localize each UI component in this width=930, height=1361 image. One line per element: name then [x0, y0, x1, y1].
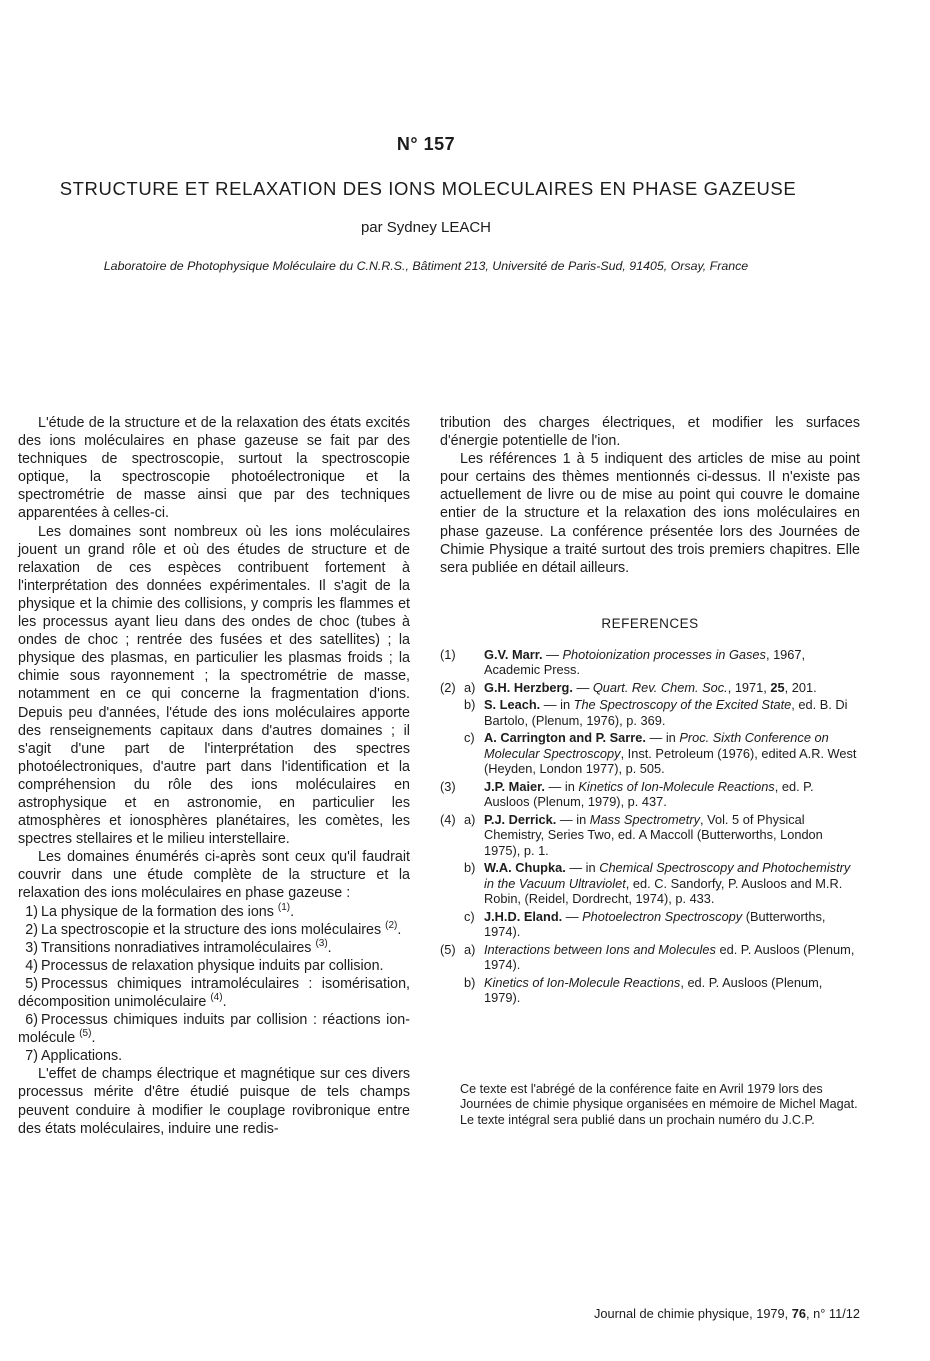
- list-item-number: 6): [25, 1012, 38, 1029]
- left-column: [18, 414, 410, 1138]
- reference-author: J.P. Maier.: [484, 778, 545, 794]
- reference-letter: c): [464, 908, 475, 924]
- journal-footer: [0, 1306, 860, 1321]
- reference-entry: [440, 860, 860, 907]
- reference-number: (2): [440, 679, 456, 695]
- reference-number: (5): [440, 941, 456, 957]
- reference-superscript: (2): [385, 919, 398, 931]
- reference-author: J.H.D. Eland.: [484, 908, 563, 924]
- list-item-number: 5): [25, 975, 38, 992]
- list-item-number: 7): [25, 1048, 38, 1065]
- list-item: [18, 1011, 410, 1047]
- list-item: [18, 939, 410, 957]
- list-item-text: Processus chimiques induits par collision : réactions ion-molécule: [18, 1012, 410, 1047]
- list-item: [18, 921, 410, 939]
- reference-author: G.H. Herzberg.: [484, 679, 573, 695]
- reference-pre: — in: [544, 778, 579, 794]
- reference-pre: — in: [556, 811, 590, 827]
- reference-superscript: (4): [210, 992, 223, 1004]
- reference-title: Proc. Sixth Conference on Molecular Spectroscopy: [484, 730, 829, 761]
- reference-title: Interactions between Ions and Molecules: [484, 941, 716, 957]
- right-column: [440, 414, 860, 1128]
- reference-author: P.J. Derrick.: [484, 811, 557, 827]
- reference-entry: [440, 680, 860, 696]
- reference-title: Kinetics of Ion-Molecule Reactions: [484, 974, 681, 990]
- footer-issue: , n° 11/12: [806, 1306, 860, 1321]
- list-item-number: 3): [25, 939, 38, 956]
- reference-number: (3): [440, 778, 456, 794]
- reference-entry: [440, 697, 860, 728]
- abstract-note: Ce texte est l'abrégé de la conférence faite en Avril 1979 lors des Journées de chimie physique organisées en mémoire de Michel Magat. Le texte intégral sera publié dans un prochain numéro du J.C.P.: [460, 1081, 858, 1127]
- footer-journal: Journal de chimie physique, 1979,: [594, 1306, 792, 1321]
- paragraph: Les domaines sont nombreux où les ions moléculaires jouent un grand rôle et où des études de structure et de relaxation de ces espèces contribuent fortement à l'interprétation des données expérimentales. Il s'agit de la physique et la chimie des collisions, y compris les flammes et les processus ayant lieu dans des ondes de choc (tubes à ondes de choc ; rentrée des fusées et des satellites) ; la physique des plasmas, en particulier les plasmas froids ; la chimie sous rayonnement ; la spectrométrie de masse, notamment en ce qui concerne la fragmentation d'ions. Depuis peu d'années, l'étude des ions moléculaires apporte des renseignements capitaux dans d'autres domaines ; il s'agit d'une part de l'interprétation des spectres photoélectroniques, d'autre part dans l'identification et la compréhension du rôle des ions moléculaires en astrophysique et en astronomie, en particulier les atmosphères et ionosphères planétaires, les comètes, les spectres stellaires et le milieu interstellaire.: [18, 523, 410, 848]
- reference-author: A. Carrington and P. Sarre.: [484, 730, 646, 746]
- list-item-number: 2): [25, 921, 38, 938]
- list-item: [18, 975, 410, 1011]
- reference-entry: [440, 730, 860, 777]
- reference-title: Photoelectron Spectroscopy: [582, 908, 743, 924]
- reference-letter: b): [464, 697, 476, 713]
- reference-post: (Butterworths, 1974).: [484, 908, 826, 940]
- reference-title: Chemical Spectroscopy and Photochemistry in the Vacuum Ultraviolet: [484, 860, 851, 891]
- reference-superscript: (3): [315, 937, 328, 949]
- list-item-number: 4): [25, 957, 38, 974]
- reference-letter: c): [464, 730, 475, 746]
- reference-entry: [440, 942, 860, 973]
- paragraph: Les domaines énumérés ci-après sont ceux qu'il faudrait couvrir dans une étude complète de la structure et la relaxation des ions moléculaires en phase gazeuse :: [18, 849, 410, 902]
- reference-pre: — in: [565, 860, 600, 876]
- reference-title: Mass Spectrometry: [589, 811, 701, 827]
- reference-post: , ed. B. Di Bartolo, (Plenum, 1976), p. 369.: [484, 697, 848, 728]
- paragraph: Les références 1 à 5 indiquent des articles de mise au point pour certains des thèmes mentionnés ci-dessus. Il n'existe pas actuellement de livre ou de mise au point qui couvre le domaine entier de la structure et la relaxation des ions moléculaires en phase gazeuse. La conférence présentée lors des Journées de Chimie Physique a traité surtout des trois premiers chapitres. Elle sera publiée en détail ailleurs.: [440, 451, 860, 576]
- author-line: par Sydney LEACH: [360, 219, 492, 236]
- reference-title: Kinetics of Ion-Molecule Reactions: [578, 778, 775, 794]
- reference-post: , ed. C. Sandorfy, P. Ausloos and M.R. Robin, (Reidel, Dordrecht, 1974), p. 433.: [484, 875, 843, 907]
- reference-author: W.A. Chupka.: [484, 860, 566, 876]
- reference-post: , 1967, Academic Press.: [484, 646, 806, 678]
- list-item: [18, 957, 410, 975]
- reference-superscript: (5): [79, 1028, 92, 1040]
- list-item-text: Processus de relaxation physique induits par collision.: [41, 957, 384, 974]
- reference-letter: a): [464, 679, 476, 695]
- reference-letter: b): [464, 860, 476, 876]
- reference-post: , 1971,: [727, 679, 771, 695]
- list-item-text: Processus chimiques intramoléculaires : isomérisation, décomposition unimoléculaire: [18, 975, 410, 1010]
- list-item: [18, 903, 410, 921]
- reference-pre: —: [542, 646, 563, 662]
- reference-author: G.V. Marr.: [484, 646, 543, 662]
- reference-number: (4): [440, 811, 456, 827]
- reference-volume: 25: [770, 679, 785, 695]
- paragraph: L'étude de la structure et de la relaxation des états excités des ions moléculaires en phase gazeuse se fait par des techniques de spectroscopie, surtout la spectroscopie optique, la spectroscopie photoélectronique et la spectrométrie de masse ainsi que par des techniques apparentées à celles-ci.: [18, 415, 410, 522]
- affiliation: Laboratoire de Photophysique Moléculaire du C.N.R.S., Bâtiment 213, Université de Paris-Sud, 91405, Orsay, France: [103, 259, 749, 273]
- reference-pre: —: [572, 679, 593, 695]
- domain-list: [18, 903, 410, 1066]
- list-item-end: .: [222, 994, 227, 1010]
- list-item-text: Applications.: [41, 1048, 123, 1065]
- references-list: [440, 647, 860, 1006]
- reference-entry: [440, 975, 860, 1006]
- reference-post: , Inst. Petroleum (1976), edited A.R. West (Heyden, London 1977), p. 505.: [484, 745, 857, 777]
- list-item-text: Transitions nonradiatives intramoléculaires: [41, 939, 312, 956]
- paragraph: tribution des charges électriques, et modifier les surfaces d'énergie potentielle de l'ion.: [440, 415, 860, 450]
- reference-pre: — in: [540, 697, 574, 713]
- reference-pre: —: [562, 908, 583, 924]
- reference-letter: a): [464, 811, 476, 827]
- list-item-text: La physique de la formation des ions: [41, 903, 274, 920]
- reference-entry: [440, 779, 860, 810]
- list-item-end: .: [397, 921, 402, 938]
- list-item-number: 1): [25, 903, 38, 920]
- list-item-end: .: [290, 903, 295, 920]
- reference-superscript: (1): [277, 901, 291, 913]
- reference-post: , Vol. 5 of Physical Chemistry, Series Two, ed. A Maccoll (Butterworths, London 1975), p. 1.: [484, 811, 823, 858]
- reference-post: ed. P. Ausloos (Plenum, 1974).: [484, 941, 855, 973]
- reference-title: Photoionization processes in Gases: [562, 646, 766, 662]
- list-item-end: .: [327, 939, 332, 956]
- reference-entry: [440, 909, 860, 940]
- list-item-text: La spectroscopie et la structure des ions moléculaires: [41, 921, 382, 938]
- list-item: [18, 1047, 410, 1065]
- paper-number: N° 157: [396, 134, 456, 154]
- reference-after: , 201.: [784, 679, 817, 695]
- reference-number: (1): [440, 646, 456, 662]
- reference-pre: — in: [645, 730, 680, 746]
- reference-entry: [440, 647, 860, 678]
- reference-title: Quart. Rev. Chem. Soc.: [592, 679, 728, 695]
- paragraph: L'effet de champs électrique et magnétique sur ces divers processus mérite d'être étudié puisque de tels champs peuvent conduire à modifier le couplage rovibronique entre des états moléculaires, induire une redis-: [18, 1066, 410, 1137]
- references-heading: REFERENCES: [601, 615, 699, 631]
- reference-title: The Spectroscopy of the Excited State: [573, 697, 792, 713]
- paper-title: STRUCTURE ET RELAXATION DES IONS MOLECULAIRES EN PHASE GAZEUSE: [59, 178, 797, 199]
- reference-post: , ed. P. Ausloos (Plenum, 1979).: [484, 974, 823, 1006]
- footer-volume: 76: [791, 1306, 807, 1321]
- reference-letter: b): [464, 974, 476, 990]
- reference-entry: [440, 812, 860, 859]
- reference-post: , ed. P. Ausloos (Plenum, 1979), p. 437.: [484, 778, 814, 810]
- list-item-end: .: [91, 1030, 96, 1047]
- reference-author: S. Leach.: [484, 697, 541, 713]
- reference-letter: a): [464, 941, 476, 957]
